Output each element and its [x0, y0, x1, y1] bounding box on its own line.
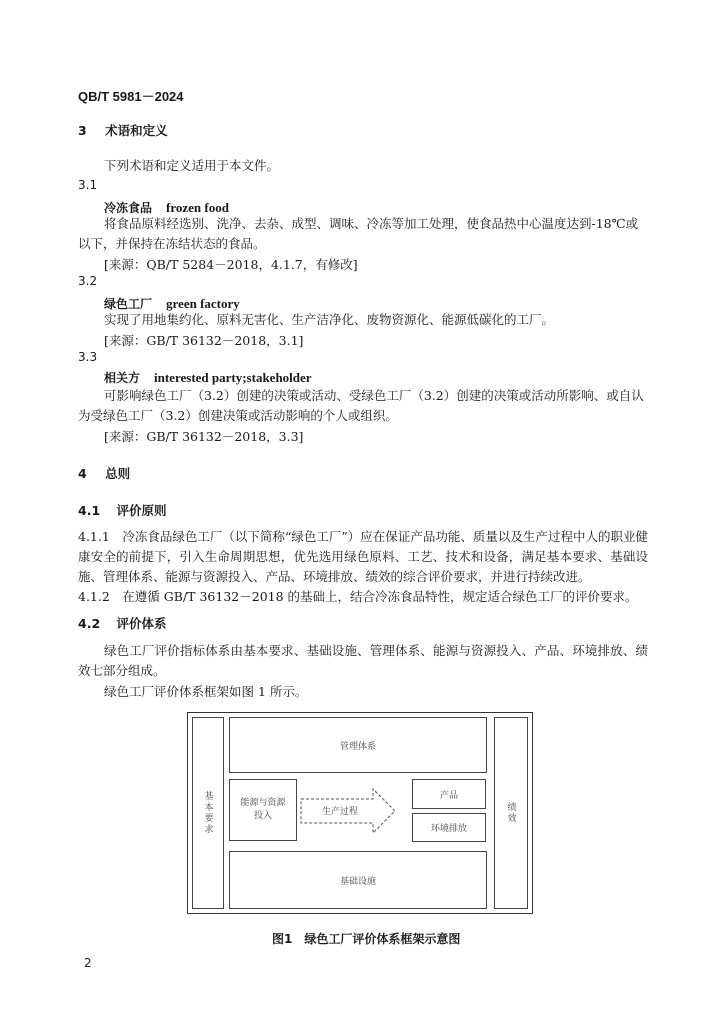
page-number: 2	[84, 956, 92, 970]
paragraph-4-2: 绿色工厂评价指标体系由基本要求、基础设施、管理体系、能源与资源投入、产品、环境排放、绩效七部分组成。	[78, 643, 648, 678]
environmental-emission-box	[412, 813, 486, 842]
term-source: [来源：QB/T 5284－2018，4.1.7，有修改]	[104, 257, 358, 272]
term-definition-line: 实现了用地集约化、原料无害化、生产洁净化、废物资源化、能源低碳化的工厂。	[104, 312, 555, 327]
performance-box	[494, 717, 528, 909]
term-en: interested party;stakeholder	[154, 370, 312, 385]
term-number: 3.1	[78, 178, 98, 192]
subsection-number: 4.1	[78, 503, 101, 518]
basic-requirements-box	[192, 717, 224, 909]
energy-resource-input-box	[229, 779, 297, 841]
clause-4-1-2: 4.1.2 在遵循 GB/T 36132－2018 的基础上，结合冷冻食品特性，规定适合绿色工厂的评价要求。	[78, 589, 638, 604]
energy-resource-input-label: 能源与资源 投入	[240, 798, 286, 821]
term-definition-line: 为受绿色工厂（3.2）创建决策或活动影响的个人或组织。	[78, 408, 398, 423]
document-code: QB/T 5981－2024	[78, 89, 184, 104]
term-cn: 绿色工厂	[104, 297, 153, 311]
section-title: 总则	[105, 466, 131, 481]
section-number: 4	[78, 466, 87, 481]
subsection-title: 评价体系	[116, 616, 167, 631]
term-title	[104, 367, 312, 386]
subsection-4-1-heading	[78, 501, 167, 519]
subsection-title: 评价原则	[116, 503, 167, 518]
term-definition-line: 以下，并保持在冻结状态的食品。	[78, 236, 266, 251]
term-definition-line: 可影响绿色工厂（3.2）创建的决策或活动、受绿色工厂（3.2）创建的决策或活动所影响、或自认	[104, 388, 644, 403]
subsection-4-2-heading	[78, 614, 167, 632]
management-system-box	[229, 717, 487, 773]
figure-reference: 绿色工厂评价体系框架如图 1 所示。	[104, 684, 308, 699]
performance-label: 绩效	[505, 802, 516, 824]
term-en: frozen food	[166, 200, 229, 215]
term-source: [来源：GB/T 36132－2018，3.3]	[104, 429, 304, 444]
infrastructure-box	[229, 851, 487, 909]
section-4-heading	[78, 464, 130, 482]
product-label: 产品	[439, 790, 458, 801]
product-box	[412, 779, 486, 809]
term-number: 3.2	[78, 274, 98, 288]
term-definition-line: 将食品原料经选别、洗净、去杂、成型、调味、冷冻等加工处理，使食品热中心温度达到-18℃或	[104, 216, 639, 231]
term-cn: 相关方	[104, 371, 141, 385]
production-process-label: 生产过程	[322, 807, 359, 817]
term-en: green factory	[166, 296, 240, 311]
subsection-number: 4.2	[78, 616, 101, 631]
figure-caption: 图1 绿色工厂评价体系框架示意图	[272, 932, 461, 946]
section-number: 3	[78, 123, 87, 138]
management-system-label: 管理体系	[339, 741, 376, 752]
section-3-intro: 下列术语和定义适用于本文件。	[104, 158, 280, 173]
basic-requirements-label: 基本要求	[202, 791, 213, 835]
framework-diagram	[187, 712, 533, 914]
term-number: 3.3	[78, 350, 98, 364]
infrastructure-label: 基础设施	[339, 876, 376, 887]
environmental-emission-label: 环境排放	[430, 824, 467, 834]
clause-4-1-1: 4.1.1 冷冻食品绿色工厂（以下简称“绿色工厂”）应在保证产品功能、质量以及生产过程中人的职业健康安全的前提下，引入生命周期思想，优先选用绿色原料、工艺、技术和设备，满足基本要求、基础设施、管理体系、能源与资源投入、产品、环境排放、绩效的综合评价要求，并进行持续改进。	[78, 529, 648, 584]
term-source: [来源：GB/T 36132－2018，3.1]	[104, 333, 304, 348]
section-title: 术语和定义	[105, 123, 168, 138]
term-cn: 冷冻食品	[104, 201, 153, 215]
section-3-heading	[78, 121, 168, 139]
